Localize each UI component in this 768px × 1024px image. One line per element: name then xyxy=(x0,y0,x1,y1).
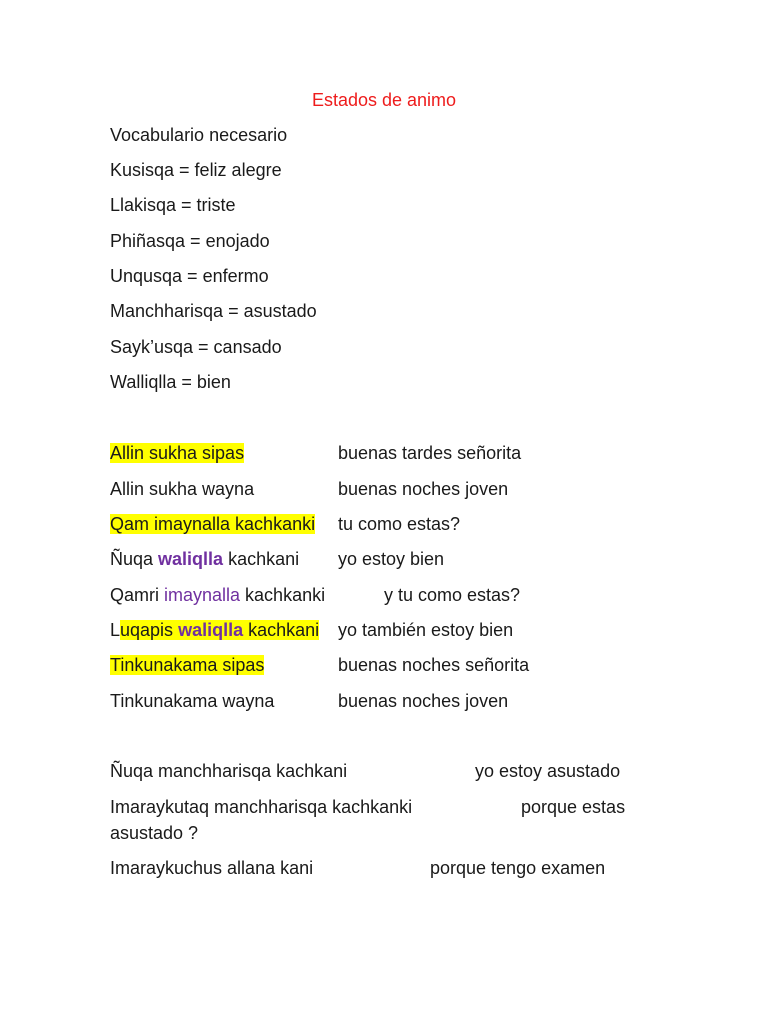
highlighted-text: Tinkunakama sipas xyxy=(110,655,265,675)
purple-word: imaynalla xyxy=(164,585,241,605)
text-segment: uqapis xyxy=(120,620,179,640)
text-segment: L xyxy=(110,620,121,640)
text-segment: kachkani xyxy=(243,620,320,640)
purple-word: waliqlla xyxy=(178,620,244,640)
sentence-quechua: Imaraykutaq manchharisqa kachkanki xyxy=(110,797,413,817)
dialogue-quechua xyxy=(110,619,319,641)
text-segment: kachkanki xyxy=(240,585,326,605)
vocab-item: Kusisqa = feliz alegre xyxy=(110,160,282,180)
dialogue-quechua xyxy=(110,654,264,676)
dialogue-quechua xyxy=(110,584,325,606)
dialogue-spanish: buenas noches joven xyxy=(338,691,509,711)
text-segment: Qamri xyxy=(110,585,164,605)
vocab-item: Unqusqa = enfermo xyxy=(110,266,269,286)
sentence-spanish: yo estoy asustado xyxy=(475,761,621,781)
vocab-item: Sayk’usqa = cansado xyxy=(110,337,282,357)
dialogue-spanish: buenas tardes señorita xyxy=(338,443,522,463)
dialogue-quechua xyxy=(110,548,299,570)
sentence-spanish: porque estas xyxy=(521,797,626,817)
dialogue-quechua xyxy=(110,442,244,464)
vocab-item: Walliqlla = bien xyxy=(110,372,231,392)
highlighted-text: Allin sukha sipas xyxy=(110,443,245,463)
page-title: Estados de animo xyxy=(311,90,457,110)
dialogue-quechua: Tinkunakama wayna xyxy=(110,691,275,711)
vocab-item: Llakisqa = triste xyxy=(110,195,236,215)
text-segment: Ñuqa xyxy=(110,549,159,569)
sentence-continuation: asustado ? xyxy=(110,823,199,843)
dialogue-spanish: buenas noches señorita xyxy=(338,655,530,675)
sentence-spanish: porque tengo examen xyxy=(430,858,606,878)
dialogue-spanish: tu como estas? xyxy=(338,514,461,534)
dialogue-spanish: yo estoy bien xyxy=(338,549,445,569)
purple-word: waliqlla xyxy=(158,549,224,569)
dialogue-spanish: y tu como estas? xyxy=(384,585,521,605)
dialogue-quechua xyxy=(110,513,315,535)
vocab-item: Manchharisqa = asustado xyxy=(110,301,317,321)
text-segment: kachkani xyxy=(223,549,300,569)
dialogue-quechua: Allin sukha wayna xyxy=(110,479,255,499)
highlighted-text: Qam imaynalla kachkanki xyxy=(110,514,316,534)
dialogue-spanish: yo también estoy bien xyxy=(338,620,514,640)
sentence-quechua: Imaraykuchus allana kani xyxy=(110,858,314,878)
vocab-heading: Vocabulario necesario xyxy=(110,125,288,145)
sentence-quechua: Ñuqa manchharisqa kachkani xyxy=(110,761,348,781)
dialogue-spanish: buenas noches joven xyxy=(338,479,509,499)
vocab-item: Phiñasqa = enojado xyxy=(110,231,270,251)
highlighted-text xyxy=(120,620,319,640)
